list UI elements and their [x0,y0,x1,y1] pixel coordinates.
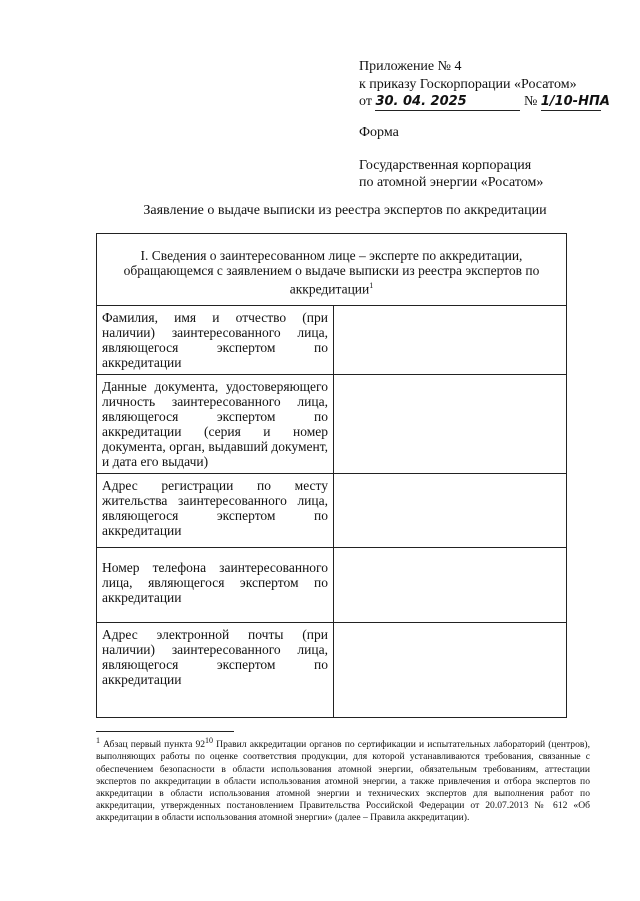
email-field[interactable] [334,622,567,717]
order-reference: к приказу Госкорпорации «Росатом» [359,77,577,92]
row-label: Номер телефона заинтересованного лица, являющегося экспертом по аккредитации [97,547,334,622]
footnote [96,735,590,825]
footnote-text-start: Абзац первый пункта 92 [100,739,206,751]
footnote-mark: 1 [369,281,374,290]
applicant-info-table [96,233,567,718]
row-label: Фамилия, имя и отчество (при наличии) заинтересованного лица, являющегося экспертом по аккредитации [97,305,334,374]
form-label: Форма [359,125,399,140]
order-date-number-line [359,93,610,111]
footnote-text-end: Правил аккредитации органов по сертификации и испытательных лабораторий (центров), выполняющих работы по оценке соответствия продукции, для которой устанавливаются требования, связанные с обеспечением безопасности в области использования атомной энергии, обязательным требованиям, аттестации экспертов по аккредитации в области использования атомной энергии, а также привлечения и отбора экспертов по аккредитации в области использования атомной энергии и технических экспертов для выполнения работ по аккредитации, утвержденных постановлением Правительства Российской Федерации от 20.07.2013 № 612 «Об аккредитации в области использования атомной энергии» (далее – Правила аккредитации). [96,739,590,824]
section-header-text: I. Сведения о заинтересованном лице – эксперте по аккредитации, обращающемся с заявлением о выдаче выписки из реестра экспертов по аккредитации [123,248,540,297]
registration-address-field[interactable] [334,473,567,547]
row-label: Адрес регистрации по месту жительства заинтересованного лица, являющегося экспертом по аккредитации [97,473,334,547]
table-row [97,374,567,473]
table-row [97,305,567,374]
footnote-divider [96,731,234,732]
footnote-number: 1 [96,736,100,745]
identity-document-field[interactable] [334,374,567,473]
number-field [540,93,610,111]
footnote-paragraph-sup: 10 [205,736,214,745]
section-header-cell [97,234,567,306]
organization-line-1: Государственная корпорация [359,158,532,173]
number-value: 1/10-НПА [540,94,610,109]
date-value: 30. 04. 2025 [375,94,467,109]
table-row [97,473,567,547]
row-label: Данные документа, удостоверяющего личность заинтересованного лица, являющегося экспертом по аккредитации (серия и номер документа, орган, выдавший документ, и дата его выдачи) [97,374,334,473]
row-label: Адрес электронной почты (при наличии) заинтересованного лица, являющегося экспертом по аккредитации [97,622,334,717]
phone-number-field[interactable] [334,547,567,622]
table-row [97,547,567,622]
table-row [97,622,567,717]
appendix-label: Приложение № 4 [359,59,462,74]
number-prefix: № [523,94,538,109]
document-title: Заявление о выдаче выписки из реестра экспертов по аккредитации [143,203,547,218]
date-field [375,93,520,111]
full-name-field[interactable] [334,305,567,374]
section-header-row [97,234,567,306]
date-prefix: от [359,94,372,109]
organization-line-2: по атомной энергии «Росатом» [359,175,544,190]
